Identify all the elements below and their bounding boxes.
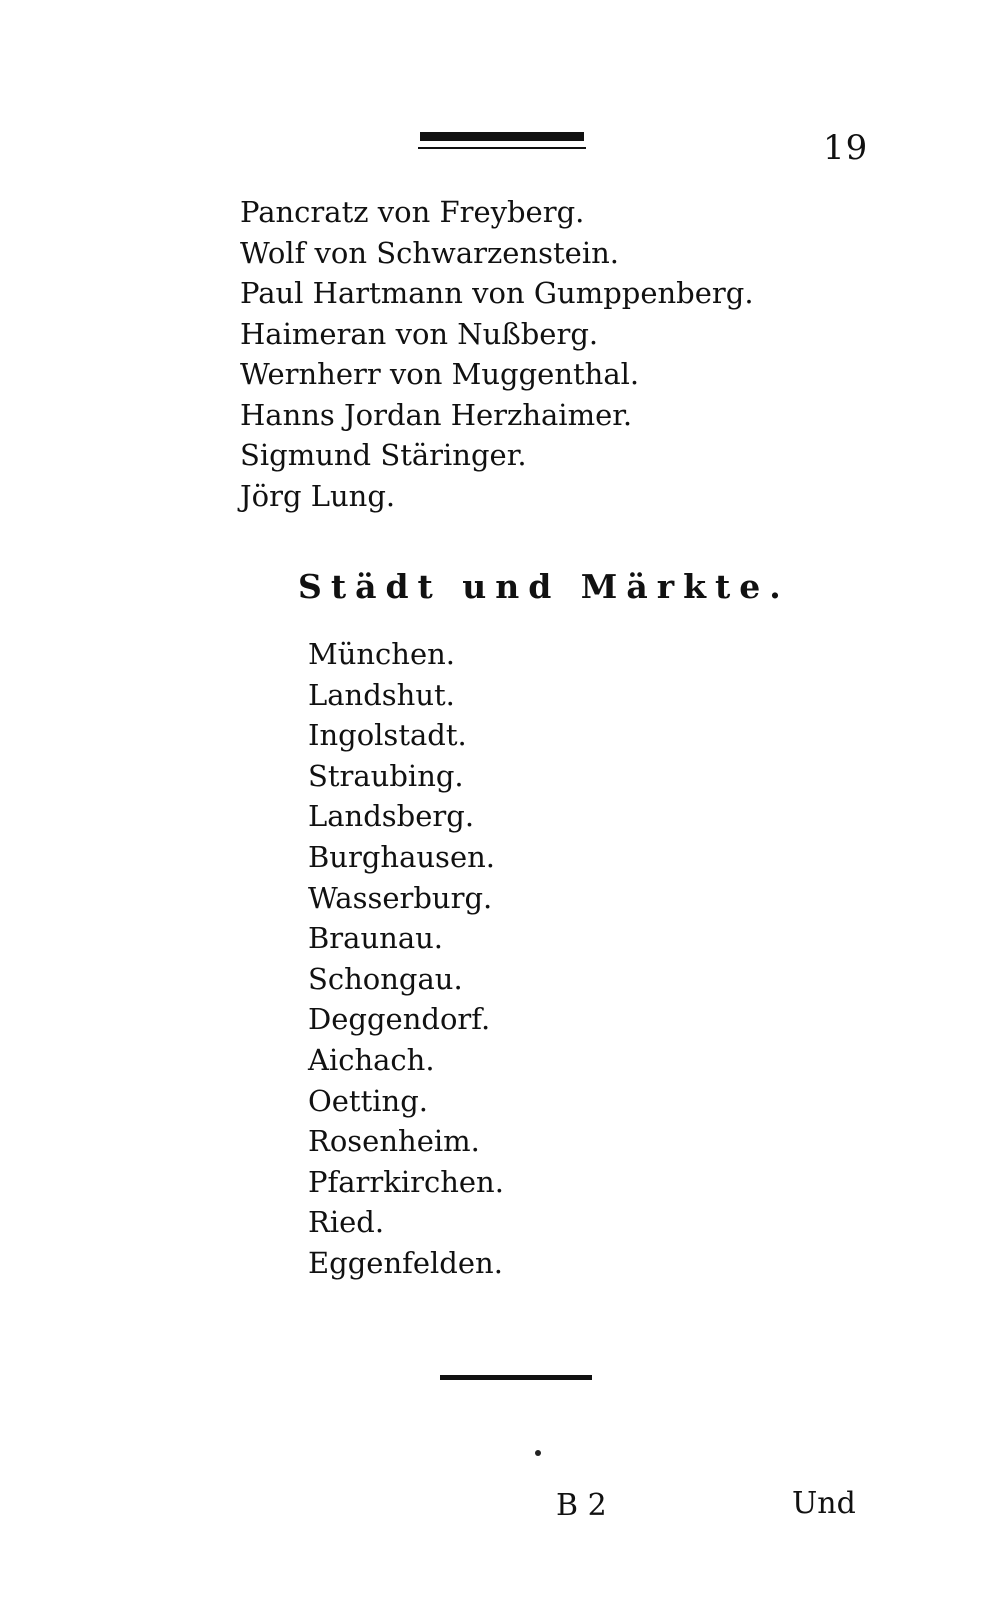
- name-entry: Hanns Jordan Herzhaimer.: [240, 397, 633, 432]
- name-entry: Jörg Lung.: [240, 478, 396, 513]
- section-heading: Städt und Märkte.: [298, 567, 790, 606]
- place-entry: Eggenfelden.: [308, 1245, 503, 1280]
- name-entry: Wernherr von Muggenthal.: [240, 357, 640, 391]
- place-entry: Pfarrkirchen.: [308, 1164, 504, 1199]
- catchword: Und: [792, 1486, 856, 1521]
- place-entry: Schongau.: [308, 961, 463, 996]
- place-entry: Burghausen.: [308, 839, 495, 874]
- place-entry: Oetting.: [308, 1083, 428, 1118]
- name-entry: Haimeran von Nußberg.: [240, 316, 599, 351]
- place-entry: Aichach.: [308, 1042, 435, 1077]
- ink-dot: [535, 1450, 541, 1456]
- name-entry: Wolf von Schwarzenstein.: [240, 235, 620, 270]
- signature-mark: B 2: [556, 1488, 607, 1523]
- header-ornament-rule: [418, 132, 586, 154]
- names-list: [240, 192, 754, 516]
- header-rule-thick: [420, 132, 584, 141]
- name-entry: Pancratz von Freyberg.: [240, 195, 585, 229]
- place-entry: Landsberg.: [308, 799, 475, 834]
- place-entry: Ingolstadt.: [308, 718, 467, 753]
- header-rule-thin: [418, 147, 586, 149]
- place-entry: Landshut.: [308, 677, 455, 712]
- place-entry: Straubing.: [308, 758, 464, 793]
- place-entry: Braunau.: [308, 921, 444, 956]
- place-entry: Rosenheim.: [308, 1124, 480, 1159]
- place-entry: Wasserburg.: [308, 880, 493, 915]
- footer-rule: [440, 1375, 592, 1380]
- name-entry: Paul Hartmann von Gumppenberg.: [240, 276, 754, 310]
- page-number: 19: [823, 128, 869, 168]
- place-entry: Deggendorf.: [308, 1002, 491, 1037]
- place-entry: Ried.: [308, 1205, 385, 1240]
- places-list: [308, 634, 504, 1284]
- name-entry: Sigmund Stäringer.: [240, 438, 527, 472]
- place-entry: München.: [308, 637, 456, 671]
